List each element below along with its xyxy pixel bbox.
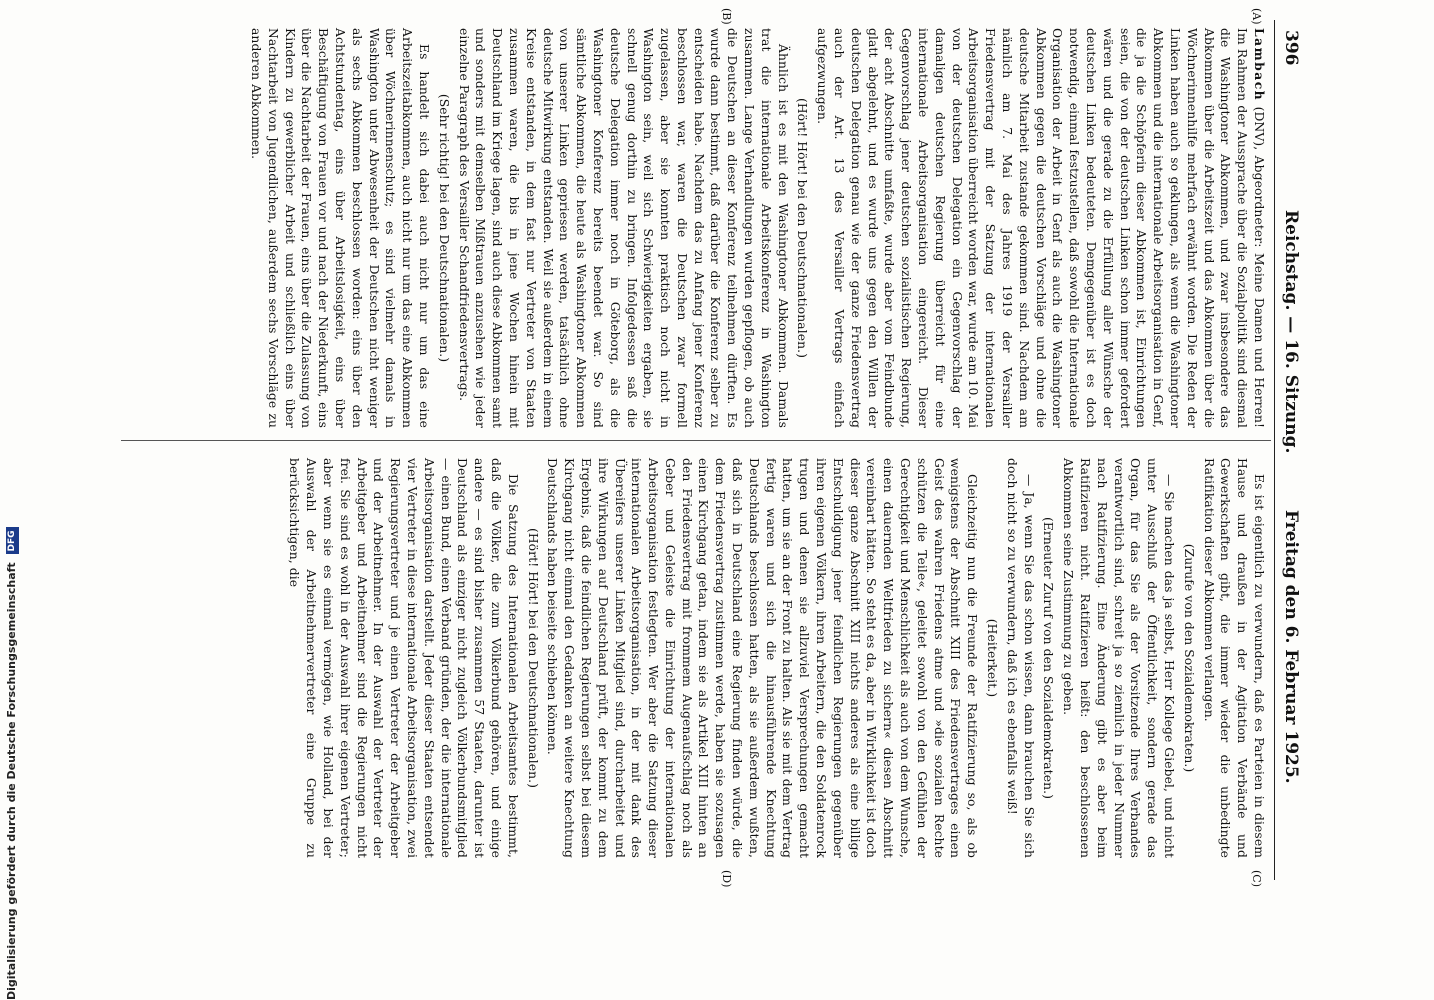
running-header xyxy=(1275,10,1305,890)
right-column xyxy=(286,458,1267,858)
digitization-credit xyxy=(5,527,25,1000)
interjection: (Heiterkeit.) xyxy=(985,618,1000,698)
paragraph xyxy=(813,28,1267,428)
paragraph: — Ja, wenn Sie das schon wissen, dann brauchen Sie sich doch nicht so zu verwundern, daß ich es ebenfalls weiß! xyxy=(1004,458,1036,858)
margin-mark-c: (C) xyxy=(1250,870,1263,887)
session-date: Freitag den 6. Februar 1925. xyxy=(1281,510,1301,784)
interjection: (Zurufe von den Sozialdemokraten.) xyxy=(1181,543,1196,773)
session-title: Reichstag. — 16. Sitzung. xyxy=(1281,210,1301,454)
interjection: (Hört! Hört! bei den Deutschnationalen.) xyxy=(525,527,540,789)
left-column xyxy=(247,28,1267,428)
margin-mark-a: (A) xyxy=(1250,8,1263,25)
paragraph: Gleichzeitig nun die Freunde der Ratifizierung so, als ob wenigstens der Abschnitt XIII des Friedensvertrages einen Geist des wahren Friedens atme und »die sozialen Rechte schützen die Teile«, geleitet sowohl von den Gefühlen der Gerechtigkeit und Menschlichkeit als auch von dem Wunsche, einen dauernden Weltfrieden zu sichern« diesen Abschnitt vereinbart hätten. So steht es da, aber in Wirklichkeit ist doch dieser ganze Abschnitt XIII nichts anderes als eine billige Entschuldigung jener feindlichen Regierungen gegenüber ihren eigenen Völkern, ihren Arbeitern, die den Soldatenrock trugen und denen sie allzuviel Versprechungen gemacht hatten, um sie an der Front zu halten. Als sie mit dem Vertrag fertig waren und sich die hinausführende Knechtung Deutschlands beschlossen hatten, als sie außerdem wußten, daß sich in Deutschland eine Regierung finden würde, die dem Friedensvertrag zustimmen werde, haben sie sozusagen einen Kirchgang getan, indem sie als Artikel XIII hinten an den Friedensvertrag mit frommem Augenaufschlag noch als Geber und Geleiste die Einrichtung der internationalen Arbeitsorganisation festlegten. Wer aber die Satzung dieser internationalen Arbeitsorganisation, in der mit dank des Übereifers unserer Linken Mitglied sind, durcharbeitet und ihre Wirkungen auf Deutschland prüft, der kommt zu dem Ergebnis, daß die feindlichen Regierungen selbst bei diesem Kirchgang nicht einmal den Gedanken an weitere Knechtung Deutschlands haben beiseite schieben können. xyxy=(545,458,980,858)
interjection: (Hört! Hört! bei den Deutschnationalen.) xyxy=(795,97,810,359)
margin-mark-b: (B) xyxy=(720,8,733,25)
interjection: (Sehr richtig! bei den Deutschnationalen.) xyxy=(436,93,451,363)
column-divider xyxy=(121,440,1271,441)
paragraph: Es ist eigentlich zu verwundern, daß es Parteien in diesem Hause und draußen in der Agitation Verbände und Gewerkschaften gibt, die immer wieder die unbedingte Ratifikation dieser Abkommen verlangen. xyxy=(1201,458,1266,858)
dfg-logo: DFG xyxy=(6,527,19,554)
paragraph: Es handelt sich dabei auch nicht nur um das eine Arbeitszeitabkommen, auch nicht nur um das eine Abkommen über Wöchnerinnenschutz; es sind vielmehr damals in Washington unter Abwesenheit der Deutschen nicht weniger als sechs Abkommen beschlossen worden: eins über den Achtstundentag, eins über Arbeitslosigkeit, eins über Beschäftigung von Frauen vor und nach der Niederkunft, eins über die Nachtarbeit der Frauen, eins über die Zulassung von Kindern zu gewerblicher Arbeit und schließlich eins über Nachtarbeit von Jugendlichen, außerdem sechs Vorschläge zu anderen Abkommen. xyxy=(248,28,431,428)
margin-mark-d: (D) xyxy=(720,870,733,888)
interjection: (Erneuter Zuruf von den Sozialdemokraten.) xyxy=(1041,516,1056,800)
paragraph-text: (DNV), Abgeordneter: Meine Damen und Herren! Im Rahmen der Aussprache über die Sozialpolitik sind diesmal die Washingtoner Abkommen, und zwar insbesondere das Abkommen über die Arbeitszeit und das Abkommen über die Wöchnerinnenhilfe mehrfach erwähnt worden. Die Reden der Linken haben auch so geklungen, als wenn die Washingtoner Abkommen und die internationale Arbeitsorganisation in Genf, die ja die Schöpferin dieser Abkommen ist, Einrichtungen seien, die von der deutschen Linken schon immer gefordert wären und die gerade zu die Erfüllung aller Wünsche der deutschen Linken bedeuteten. Demgegenüber ist es doch notwendig, einmal festzustellen, daß sowohl die Internationale Organisation der Arbeit in Genf als auch die Washingtoner Abkommen gegen die deutschen Vorschläge und ohne die deutsche Mitarbeit zustande gekommen sind. Nachdem am nämlich am 7. Mai des Jahres 1919 der Versailler Friedensvertrag mit der Satzung der internationalen Arbeitsorganisation überreicht worden war, wurde am 10. Mai von der deutschen Delegation ein Gegenvorschlag der damaligen deutschen Regierung überreicht für eine internationale Arbeitsorganisation eingereicht. Dieser Gegenvorschlag jener deutschen sozialistischen Regierung, der acht Abschnitte umfaßte, wurde aber vom Feindbunde glatt abgelehnt, und es wurde uns gegen den Willen der deutschen Delegation genau wie der ganze Friedensvertrag auch der Art. 13 des Versailler Vertrags einfach aufgezwungen. xyxy=(815,28,1266,429)
header-rule xyxy=(1274,20,1275,880)
paragraph: — Sie machen das ja selbst, Herr Kollege Giebel, und nicht unter Ausschluß der Öffentlichkeit, sondern gerade das Organ, für das Sie als der Vorsitzende Ihres Verbandes verantwortlich sind, schreit ja so ziemlich in jeder Nummer nach Ratifizierung. Eine Änderung gibt es aber beim Ratifizieren nicht. Ratifizieren heißt: den beschlossenen Abkommen seine Zustimmung zu geben. xyxy=(1061,458,1177,858)
paragraph: Die Satzung des Internationalen Arbeitsamtes bestimmt, daß die Völker, die zum Völkerbund gehören, und einige andere — es sind bisher zusammen 57 Staaten, darunter ist Deutschland als einziger nicht zugleich Völkerbundsmitglied — einen Bund, einen Verband gründen, der die internationale Arbeitsorganisation darstellt. Jeder dieser Staaten entsendet vier Vertreter in diese internationale Arbeitsorganisation, zwei Regierungsvertreter und je einen Vertreter der Arbeitgeber und der Arbeitnehmer. In der Auswahl der Vertreter der Arbeitgeber und Arbeitnehmer sind die Regierungen nicht frei. Sie sind es wohl in der Auswahl ihrer eigenen Vertreter; aber wenn sie es einmal vermögen, wie Holland, bei der Auswahl der Arbeitnehmervertreter eine Gruppe zu berücksichtigen, die xyxy=(287,458,520,858)
rotated-page-content xyxy=(93,10,1313,890)
paragraph: Ähnlich ist es mit den Washingtoner Abkommen. Damals trat die internationale Arbeitskonferenz in Washington zusammen. Lange Verhandlungen wurden gepflogen, ob auch die Deutschen an dieser Konferenz teilnehmen dürften. Es wurde dann bestimmt, daß darüber die Konferenz selber zu entscheiden habe. Nachdem das zu Anfang jener Konferenz beschlossen war, waren die Deutschen zwar formell zugelassen, aber sie konnten praktisch noch nicht in Washington sein, weil sich Schwierigkeiten ergaben, sie schnell genug dorthin zu bringen. Infolgedessen saß die deutsche Delegation immer noch in Göteborg, als die Washingtoner Konferenz bereits beendet war. So sind sämtliche Abkommen, die heute als Washingtoner Abkommen von unserer Linken gepriesen werden, tatsächlich ohne deutsche Mitwirkung entstanden. Weil sie außerdem in einem Kreise entstanden, in dem fast nur Vertreter von Staaten zusammen waren, die bis in jene Wochen hinein mit Deutschland im Kriege lagen, sind auch diese Abkommen samt und sonders mit demselben Mißtrauen anzusehen wie jeder einzelne Paragraph des Versailler Schandfriedensvertrags. xyxy=(456,28,790,428)
credit-text: Digitalisierung gefördert durch die Deutsche Forschungsgemeinschaft xyxy=(5,562,18,1000)
speaker-name: Lambach xyxy=(1252,28,1267,102)
page-number: 396 xyxy=(1281,30,1301,66)
